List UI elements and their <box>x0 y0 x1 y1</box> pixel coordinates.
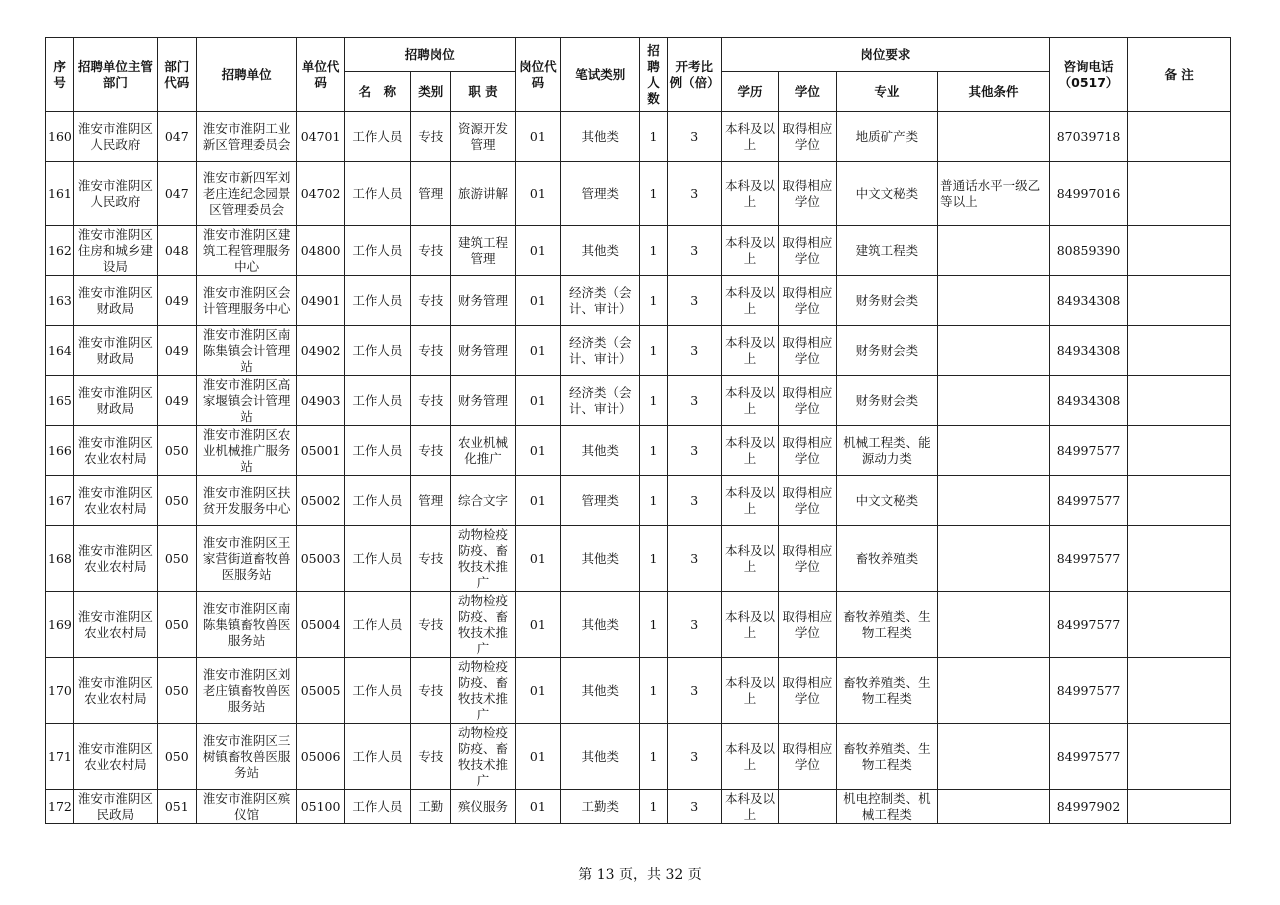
cell-edu: 本科及以上 <box>721 276 778 326</box>
cell-type: 专技 <box>411 526 451 592</box>
table-row <box>46 326 1231 376</box>
cell-edu: 本科及以上 <box>721 226 778 276</box>
header-seq: 序号 <box>46 38 74 112</box>
cell-other <box>938 790 1050 824</box>
cell-duty: 财务管理 <box>451 326 515 376</box>
table-row <box>46 476 1231 526</box>
cell-unit: 淮安市淮阴区南陈集镇会计管理站 <box>196 326 297 376</box>
cell-ratio: 3 <box>667 226 721 276</box>
table-row <box>46 112 1231 162</box>
cell-other <box>938 276 1050 326</box>
cell-exam: 管理类 <box>560 162 639 226</box>
header-ratio: 开考比例（倍） <box>667 38 721 112</box>
cell-phone: 84934308 <box>1049 376 1127 426</box>
cell-dept: 淮安市淮阴区农业农村局 <box>74 658 157 724</box>
page-number: 第 13 页，共 32 页 <box>578 867 702 883</box>
cell-type: 专技 <box>411 226 451 276</box>
cell-remark <box>1128 724 1231 790</box>
cell-major: 地质矿产类 <box>836 112 938 162</box>
cell-count: 1 <box>640 226 667 276</box>
cell-type: 管理 <box>411 476 451 526</box>
cell-duty: 财务管理 <box>451 276 515 326</box>
cell-duty: 资源开发管理 <box>451 112 515 162</box>
header-pos-type: 类别 <box>411 72 451 112</box>
header-major: 专业 <box>836 72 938 112</box>
cell-count: 1 <box>640 476 667 526</box>
cell-seq: 163 <box>46 276 74 326</box>
cell-other <box>938 724 1050 790</box>
header-degree: 学位 <box>779 72 836 112</box>
cell-edu: 本科及以上 <box>721 658 778 724</box>
cell-ratio: 3 <box>667 162 721 226</box>
cell-unit: 淮安市淮阴工业新区管理委员会 <box>196 112 297 162</box>
cell-count: 1 <box>640 376 667 426</box>
cell-edu: 本科及以上 <box>721 426 778 476</box>
table-row <box>46 376 1231 426</box>
cell-major: 财务财会类 <box>836 326 938 376</box>
cell-edu: 本科及以上 <box>721 162 778 226</box>
cell-exam: 其他类 <box>560 724 639 790</box>
cell-name: 工作人员 <box>344 376 410 426</box>
cell-ratio: 3 <box>667 790 721 824</box>
cell-unit-code: 04701 <box>297 112 344 162</box>
cell-unit-code: 05002 <box>297 476 344 526</box>
cell-count: 1 <box>640 790 667 824</box>
table-row <box>46 526 1231 592</box>
header-pos-duty: 职 责 <box>451 72 515 112</box>
cell-unit: 淮安市淮阴区建筑工程管理服务中心 <box>196 226 297 276</box>
cell-ratio: 3 <box>667 112 721 162</box>
cell-dept-code: 050 <box>157 476 196 526</box>
cell-edu: 本科及以上 <box>721 326 778 376</box>
cell-dept: 淮安市淮阴区财政局 <box>74 326 157 376</box>
cell-dept-code: 047 <box>157 112 196 162</box>
cell-duty: 建筑工程管理 <box>451 226 515 276</box>
cell-dept-code: 049 <box>157 326 196 376</box>
cell-pos-code: 01 <box>515 476 560 526</box>
table-row <box>46 658 1231 724</box>
cell-type: 专技 <box>411 658 451 724</box>
cell-unit: 淮安市淮阴区刘老庄镇畜牧兽医服务站 <box>196 658 297 724</box>
cell-unit-code: 05006 <box>297 724 344 790</box>
header-pos-name: 名 称 <box>344 72 410 112</box>
cell-type: 专技 <box>411 592 451 658</box>
cell-major: 中文文秘类 <box>836 476 938 526</box>
cell-exam: 其他类 <box>560 112 639 162</box>
cell-remark <box>1128 592 1231 658</box>
cell-unit: 淮安市淮阴区王家营街道畜牧兽医服务站 <box>196 526 297 592</box>
cell-ratio: 3 <box>667 476 721 526</box>
table-row <box>46 226 1231 276</box>
cell-degree: 取得相应学位 <box>779 226 836 276</box>
cell-remark <box>1128 476 1231 526</box>
cell-pos-code: 01 <box>515 162 560 226</box>
cell-major: 中文文秘类 <box>836 162 938 226</box>
cell-dept: 淮安市淮阴区财政局 <box>74 276 157 326</box>
cell-dept: 淮安市淮阴区财政局 <box>74 376 157 426</box>
cell-remark <box>1128 326 1231 376</box>
cell-remark <box>1128 162 1231 226</box>
cell-exam: 经济类（会计、审计） <box>560 326 639 376</box>
cell-unit-code: 04902 <box>297 326 344 376</box>
header-other: 其他条件 <box>938 72 1050 112</box>
header-remark: 备 注 <box>1128 38 1231 112</box>
cell-major: 畜牧养殖类、生物工程类 <box>836 658 938 724</box>
cell-unit-code: 05004 <box>297 592 344 658</box>
cell-count: 1 <box>640 526 667 592</box>
cell-seq: 165 <box>46 376 74 426</box>
cell-count: 1 <box>640 426 667 476</box>
cell-dept: 淮安市淮阴区农业农村局 <box>74 426 157 476</box>
cell-duty: 动物检疫防疫、畜牧技术推广 <box>451 592 515 658</box>
cell-unit-code: 05001 <box>297 426 344 476</box>
cell-dept-code: 050 <box>157 426 196 476</box>
cell-count: 1 <box>640 112 667 162</box>
cell-exam: 经济类（会计、审计） <box>560 276 639 326</box>
cell-unit: 淮安市淮阴区殡仪馆 <box>196 790 297 824</box>
cell-phone: 84997577 <box>1049 476 1127 526</box>
header-dept-code: 部门代码 <box>157 38 196 112</box>
cell-dept-code: 050 <box>157 658 196 724</box>
cell-major: 建筑工程类 <box>836 226 938 276</box>
cell-dept-code: 050 <box>157 724 196 790</box>
cell-dept-code: 050 <box>157 592 196 658</box>
cell-remark <box>1128 658 1231 724</box>
cell-type: 专技 <box>411 326 451 376</box>
cell-remark <box>1128 790 1231 824</box>
cell-degree: 取得相应学位 <box>779 326 836 376</box>
table-row <box>46 276 1231 326</box>
cell-dept: 淮安市淮阴区人民政府 <box>74 112 157 162</box>
cell-exam: 经济类（会计、审计） <box>560 376 639 426</box>
cell-unit-code: 05005 <box>297 658 344 724</box>
cell-duty: 旅游讲解 <box>451 162 515 226</box>
cell-degree: 取得相应学位 <box>779 724 836 790</box>
cell-name: 工作人员 <box>344 790 410 824</box>
cell-edu: 本科及以上 <box>721 476 778 526</box>
cell-seq: 170 <box>46 658 74 724</box>
cell-major: 机械工程类、能源动力类 <box>836 426 938 476</box>
cell-seq: 166 <box>46 426 74 476</box>
cell-count: 1 <box>640 658 667 724</box>
cell-other <box>938 326 1050 376</box>
cell-degree: 取得相应学位 <box>779 592 836 658</box>
cell-degree: 取得相应学位 <box>779 658 836 724</box>
cell-phone: 87039718 <box>1049 112 1127 162</box>
cell-dept-code: 050 <box>157 526 196 592</box>
cell-unit: 淮安市淮阴区扶贫开发服务中心 <box>196 476 297 526</box>
cell-name: 工作人员 <box>344 724 410 790</box>
cell-dept-code: 049 <box>157 276 196 326</box>
cell-phone: 84997577 <box>1049 592 1127 658</box>
cell-degree: 取得相应学位 <box>779 376 836 426</box>
cell-type: 工勤 <box>411 790 451 824</box>
cell-seq: 168 <box>46 526 74 592</box>
cell-dept-code: 048 <box>157 226 196 276</box>
header-hire-count: 招聘人数 <box>640 38 667 112</box>
cell-seq: 164 <box>46 326 74 376</box>
cell-unit-code: 05100 <box>297 790 344 824</box>
cell-duty: 动物检疫防疫、畜牧技术推广 <box>451 658 515 724</box>
cell-type: 专技 <box>411 112 451 162</box>
cell-type: 专技 <box>411 724 451 790</box>
cell-phone: 84934308 <box>1049 276 1127 326</box>
table-row <box>46 426 1231 476</box>
cell-major: 机电控制类、机械工程类 <box>836 790 938 824</box>
cell-dept-code: 051 <box>157 790 196 824</box>
cell-unit: 淮安市淮阴区会计管理服务中心 <box>196 276 297 326</box>
cell-duty: 农业机械化推广 <box>451 426 515 476</box>
cell-pos-code: 01 <box>515 326 560 376</box>
cell-remark <box>1128 426 1231 476</box>
cell-pos-code: 01 <box>515 592 560 658</box>
cell-type: 管理 <box>411 162 451 226</box>
cell-phone: 84997577 <box>1049 724 1127 790</box>
cell-degree: 取得相应学位 <box>779 476 836 526</box>
cell-ratio: 3 <box>667 376 721 426</box>
cell-degree: 取得相应学位 <box>779 112 836 162</box>
cell-name: 工作人员 <box>344 592 410 658</box>
cell-name: 工作人员 <box>344 276 410 326</box>
cell-pos-code: 01 <box>515 276 560 326</box>
cell-pos-code: 01 <box>515 112 560 162</box>
cell-pos-code: 01 <box>515 790 560 824</box>
cell-phone: 84997577 <box>1049 658 1127 724</box>
cell-edu: 本科及以上 <box>721 790 778 824</box>
cell-count: 1 <box>640 162 667 226</box>
cell-pos-code: 01 <box>515 658 560 724</box>
cell-phone: 84997016 <box>1049 162 1127 226</box>
cell-major: 畜牧养殖类 <box>836 526 938 592</box>
cell-duty: 综合文字 <box>451 476 515 526</box>
cell-seq: 161 <box>46 162 74 226</box>
table-row <box>46 592 1231 658</box>
cell-ratio: 3 <box>667 276 721 326</box>
cell-exam: 其他类 <box>560 658 639 724</box>
cell-name: 工作人员 <box>344 526 410 592</box>
cell-dept-code: 047 <box>157 162 196 226</box>
cell-remark <box>1128 276 1231 326</box>
cell-phone: 84997577 <box>1049 426 1127 476</box>
cell-ratio: 3 <box>667 658 721 724</box>
cell-edu: 本科及以上 <box>721 112 778 162</box>
header-unit: 招聘单位 <box>196 38 297 112</box>
cell-other <box>938 658 1050 724</box>
cell-other <box>938 476 1050 526</box>
cell-ratio: 3 <box>667 326 721 376</box>
cell-phone: 84997902 <box>1049 790 1127 824</box>
cell-degree <box>779 790 836 824</box>
cell-count: 1 <box>640 592 667 658</box>
cell-name: 工作人员 <box>344 162 410 226</box>
table-row <box>46 162 1231 226</box>
cell-duty: 财务管理 <box>451 376 515 426</box>
header-phone: 咨询电话（0517） <box>1049 38 1127 112</box>
cell-major: 财务财会类 <box>836 276 938 326</box>
cell-exam: 其他类 <box>560 226 639 276</box>
cell-pos-code: 01 <box>515 226 560 276</box>
cell-remark <box>1128 376 1231 426</box>
cell-seq: 167 <box>46 476 74 526</box>
cell-dept-code: 049 <box>157 376 196 426</box>
cell-count: 1 <box>640 326 667 376</box>
cell-major: 畜牧养殖类、生物工程类 <box>836 724 938 790</box>
cell-edu: 本科及以上 <box>721 526 778 592</box>
cell-name: 工作人员 <box>344 476 410 526</box>
cell-dept: 淮安市淮阴区农业农村局 <box>74 526 157 592</box>
cell-exam: 其他类 <box>560 592 639 658</box>
cell-unit: 淮安市淮阴区南陈集镇畜牧兽医服务站 <box>196 592 297 658</box>
cell-unit-code: 04702 <box>297 162 344 226</box>
cell-unit: 淮安市淮阴区农业机械推广服务站 <box>196 426 297 476</box>
cell-major: 畜牧养殖类、生物工程类 <box>836 592 938 658</box>
table-row <box>46 724 1231 790</box>
cell-degree: 取得相应学位 <box>779 276 836 326</box>
cell-degree: 取得相应学位 <box>779 162 836 226</box>
cell-seq: 171 <box>46 724 74 790</box>
cell-other <box>938 112 1050 162</box>
cell-count: 1 <box>640 276 667 326</box>
cell-unit-code: 04800 <box>297 226 344 276</box>
cell-edu: 本科及以上 <box>721 376 778 426</box>
cell-other <box>938 226 1050 276</box>
cell-dept: 淮安市淮阴区农业农村局 <box>74 724 157 790</box>
cell-major: 财务财会类 <box>836 376 938 426</box>
header-edu: 学历 <box>721 72 778 112</box>
cell-edu: 本科及以上 <box>721 724 778 790</box>
header-pos-code: 岗位代码 <box>515 38 560 112</box>
cell-seq: 162 <box>46 226 74 276</box>
cell-other <box>938 592 1050 658</box>
cell-type: 专技 <box>411 426 451 476</box>
cell-remark <box>1128 112 1231 162</box>
cell-pos-code: 01 <box>515 376 560 426</box>
cell-dept: 淮安市淮阴区民政局 <box>74 790 157 824</box>
cell-unit-code: 04901 <box>297 276 344 326</box>
cell-count: 1 <box>640 724 667 790</box>
cell-dept: 淮安市淮阴区住房和城乡建设局 <box>74 226 157 276</box>
cell-seq: 172 <box>46 790 74 824</box>
cell-phone: 84997577 <box>1049 526 1127 592</box>
cell-name: 工作人员 <box>344 426 410 476</box>
header-unit-code: 单位代码 <box>297 38 344 112</box>
cell-duty: 动物检疫防疫、畜牧技术推广 <box>451 724 515 790</box>
cell-name: 工作人员 <box>344 658 410 724</box>
cell-duty: 殡仪服务 <box>451 790 515 824</box>
cell-ratio: 3 <box>667 724 721 790</box>
cell-seq: 160 <box>46 112 74 162</box>
cell-unit-code: 05003 <box>297 526 344 592</box>
cell-exam: 其他类 <box>560 526 639 592</box>
cell-degree: 取得相应学位 <box>779 526 836 592</box>
cell-edu: 本科及以上 <box>721 592 778 658</box>
cell-dept: 淮安市淮阴区农业农村局 <box>74 592 157 658</box>
cell-other: 普通话水平一级乙等以上 <box>938 162 1050 226</box>
cell-duty: 动物检疫防疫、畜牧技术推广 <box>451 526 515 592</box>
cell-other <box>938 426 1050 476</box>
cell-type: 专技 <box>411 376 451 426</box>
cell-ratio: 3 <box>667 526 721 592</box>
cell-type: 专技 <box>411 276 451 326</box>
cell-ratio: 3 <box>667 426 721 476</box>
cell-name: 工作人员 <box>344 226 410 276</box>
header-req-group: 岗位要求 <box>721 38 1049 72</box>
cell-phone: 84934308 <box>1049 326 1127 376</box>
header-dept: 招聘单位主管部门 <box>74 38 157 112</box>
table-row <box>46 790 1231 824</box>
cell-unit: 淮安市新四军刘老庄连纪念园景区管理委员会 <box>196 162 297 226</box>
cell-exam: 管理类 <box>560 476 639 526</box>
cell-unit-code: 04903 <box>297 376 344 426</box>
cell-other <box>938 526 1050 592</box>
header-exam-type: 笔试类别 <box>560 38 639 112</box>
recruitment-table <box>45 37 1231 824</box>
cell-remark <box>1128 226 1231 276</box>
cell-pos-code: 01 <box>515 724 560 790</box>
cell-exam: 其他类 <box>560 426 639 476</box>
cell-unit: 淮安市淮阴区三树镇畜牧兽医服务站 <box>196 724 297 790</box>
cell-name: 工作人员 <box>344 112 410 162</box>
table-body <box>46 112 1231 824</box>
cell-remark <box>1128 526 1231 592</box>
cell-ratio: 3 <box>667 592 721 658</box>
cell-other <box>938 376 1050 426</box>
cell-degree: 取得相应学位 <box>779 426 836 476</box>
cell-phone: 80859390 <box>1049 226 1127 276</box>
cell-seq: 169 <box>46 592 74 658</box>
cell-name: 工作人员 <box>344 326 410 376</box>
cell-pos-code: 01 <box>515 526 560 592</box>
cell-unit: 淮安市淮阴区高家堰镇会计管理站 <box>196 376 297 426</box>
header-position-group: 招聘岗位 <box>344 38 515 72</box>
cell-pos-code: 01 <box>515 426 560 476</box>
cell-dept: 淮安市淮阴区农业农村局 <box>74 476 157 526</box>
cell-dept: 淮安市淮阴区人民政府 <box>74 162 157 226</box>
cell-exam: 工勤类 <box>560 790 639 824</box>
